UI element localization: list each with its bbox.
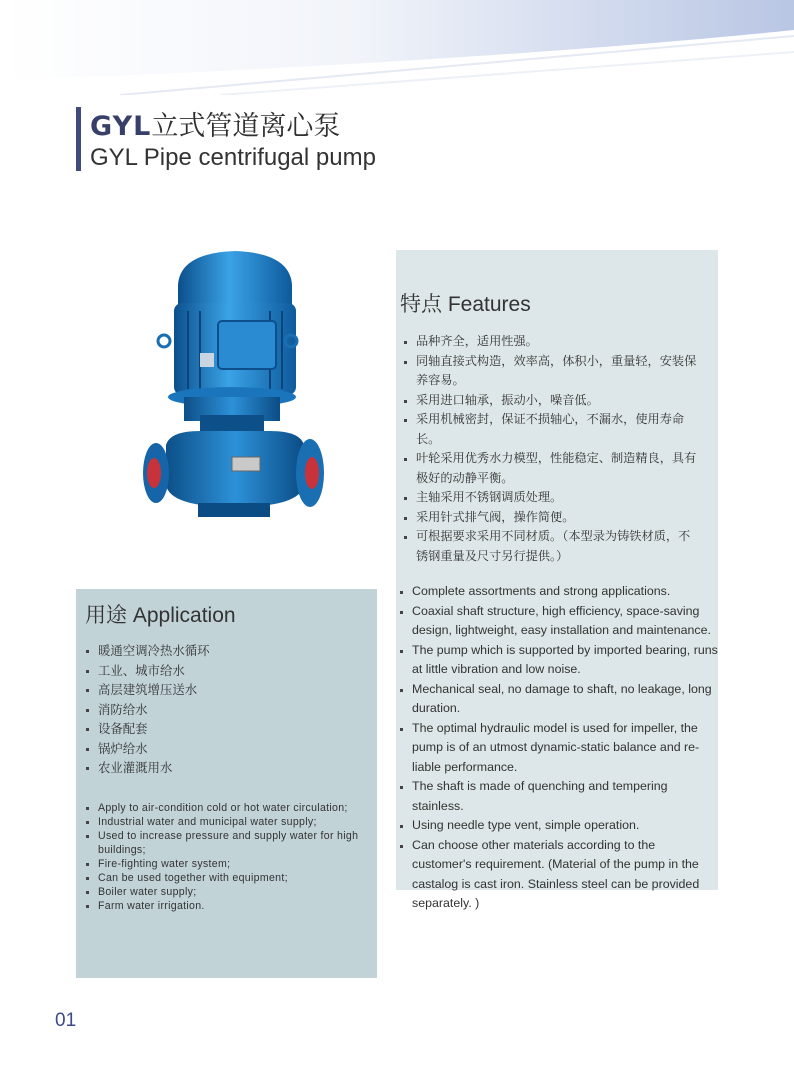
list-item: 农业灌溉用水	[84, 758, 364, 778]
header-decoration	[0, 0, 794, 95]
pump-image	[140, 245, 340, 525]
features-heading: 特点 Features	[400, 293, 531, 316]
list-item: Can be used together with equipment;	[84, 871, 380, 885]
application-panel	[76, 589, 377, 978]
list-item: 同轴直接式构造，效率高，体积小，重量轻，安装保养容易。	[402, 352, 702, 391]
list-item: Apply to air-condition cold or hot water circulation;	[84, 801, 380, 815]
list-item: 设备配套	[84, 719, 364, 739]
list-item: 叶轮采用优秀水力模型，性能稳定、制造精良，具有极好的动静平衡。	[402, 449, 702, 488]
list-item: Mechanical seal, no damage to shaft, no leakage, long duration.	[398, 680, 718, 719]
list-item: 主轴采用不锈钢调质处理。	[402, 488, 702, 508]
list-item: Can choose other materials according to the customer's requirement. (Material of the pump in the castalog is cast iron. Stainless steel can be provided separately. )	[398, 836, 718, 914]
list-item: 可根据要求采用不同材质。（本型录为铸铁材质，不锈钢重量及尺寸另行提供。）	[402, 527, 702, 566]
features-panel	[396, 250, 718, 910]
title-model-code: GYL	[90, 111, 152, 142]
page-title-zh	[90, 104, 340, 143]
list-item: The shaft is made of quenching and tempering stainless.	[398, 777, 718, 816]
list-item: 工业、城市给水	[84, 661, 364, 681]
list-item: 锅炉给水	[84, 739, 364, 759]
list-item: 采用针式排气阀，操作简便。	[402, 508, 702, 528]
list-item: Complete assortments and strong applications.	[398, 582, 718, 602]
list-item: Used to increase pressure and supply water for high buildings;	[84, 829, 380, 857]
application-heading: 用途 Application	[85, 604, 236, 627]
list-item: 品种齐全，适用性强。	[402, 332, 702, 352]
list-item: Industrial water and municipal water supply;	[84, 815, 380, 829]
application-list-zh	[84, 641, 364, 778]
features-list-en	[398, 582, 718, 914]
list-item: 采用机械密封，保证不损轴心，不漏水，使用寿命长。	[402, 410, 702, 449]
list-item: 采用进口轴承，振动小，噪音低。	[402, 391, 702, 411]
list-item: Farm water irrigation.	[84, 899, 380, 913]
page-title-en: GYL Pipe centrifugal pump	[90, 144, 376, 171]
list-item: Boiler water supply;	[84, 885, 380, 899]
list-item: The pump which is supported by imported bearing, runs at little vibration and low noise.	[398, 641, 718, 680]
features-list-zh	[402, 332, 702, 566]
page-number: 01	[55, 1010, 77, 1031]
list-item: 消防给水	[84, 700, 364, 720]
title-accent-bar	[76, 107, 81, 171]
list-item: The optimal hydraulic model is used for impeller, the pump is of an utmost dynamic-static balance and re-liable performance.	[398, 719, 718, 778]
list-item: 高层建筑增压送水	[84, 680, 364, 700]
list-item: Coaxial shaft structure, high efficiency, space-saving design, lightweight, easy installation and maintenance.	[398, 602, 718, 641]
list-item: Using needle type vent, simple operation.	[398, 816, 718, 836]
list-item: Fire-fighting water system;	[84, 857, 380, 871]
title-product-name: 立式管道离心泵	[151, 111, 341, 142]
list-item: 暖通空调冷热水循环	[84, 641, 364, 661]
application-list-en	[84, 801, 380, 913]
